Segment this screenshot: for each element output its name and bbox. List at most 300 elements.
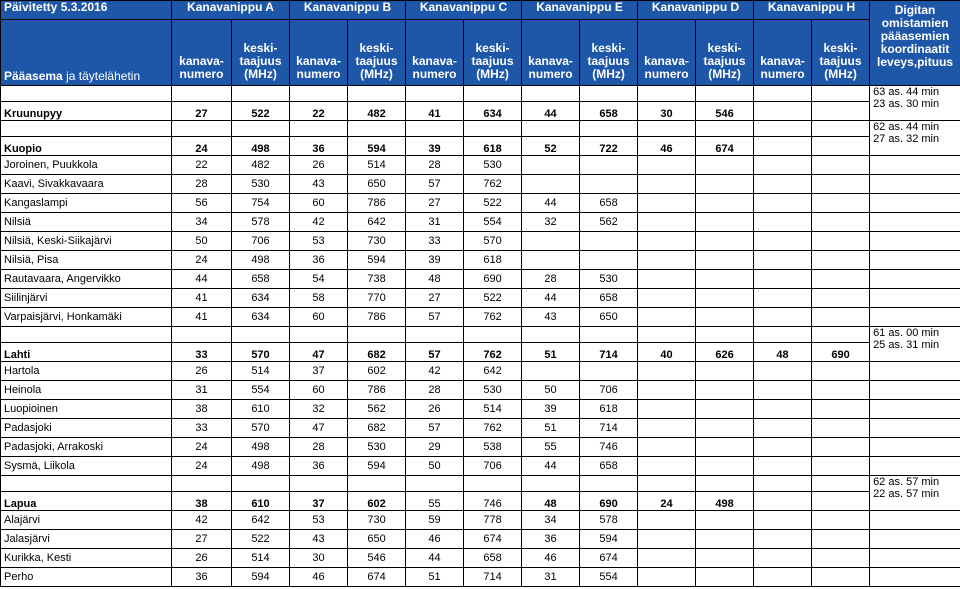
frequency-cell: 514 [348,156,406,175]
frequency-cell: 722 [580,137,638,156]
filler-station-name: Jalasjärvi [1,530,172,549]
frequency-cell [580,232,638,251]
frequency-cell: 618 [580,400,638,419]
station-coordinates: 63 as. 44 min 23 as. 30 min [870,86,960,121]
frequency-cell [812,492,870,511]
filler-station-name: Joroinen, Puukkola [1,156,172,175]
station-coordinates: 62 as. 57 min 22 as. 57 min [870,476,960,511]
channel-number-cell: 24 [172,251,232,270]
channel-number-cell [754,175,812,194]
channel-number-cell: 41 [406,102,464,121]
center-frequency-header: keski- taajuus (MHz) [812,20,870,86]
frequency-cell [812,362,870,381]
channel-number-cell: 24 [172,438,232,457]
channel-number-cell: 31 [406,213,464,232]
channel-number-cell: 44 [406,549,464,568]
channel-number-cell: 30 [638,102,696,121]
filler-station-row [1,270,960,289]
center-frequency-header: keski- taajuus (MHz) [696,20,754,86]
channel-number-cell: 56 [172,194,232,213]
channel-number-cell: 33 [172,343,232,362]
frequency-cell: 730 [348,511,406,530]
filler-station-name: Sysmä, Liikola [1,457,172,476]
channel-number-cell: 27 [172,102,232,121]
frequency-cell: 498 [696,492,754,511]
filler-station-name: Nilsiä, Keski-Siikajärvi [1,232,172,251]
channel-number-cell: 59 [406,511,464,530]
main-station-row [1,492,960,511]
channel-number-header: kanava- numero [638,20,696,86]
frequency-cell [696,511,754,530]
frequency-cell: 522 [232,530,290,549]
frequency-cell [696,289,754,308]
channel-number-cell: 27 [172,530,232,549]
channel-number-cell: 34 [522,511,580,530]
multiplex-h-header: Kanavanippu H [754,1,870,20]
frequency-cell: 762 [464,419,522,438]
channel-number-cell: 24 [172,457,232,476]
frequency-cell: 578 [232,213,290,232]
frequency-cell: 642 [348,213,406,232]
channel-number-cell [522,251,580,270]
spacer-row [1,86,960,102]
channel-number-cell: 22 [172,156,232,175]
channel-number-cell [754,530,812,549]
frequency-cell [696,194,754,213]
channel-number-cell: 28 [406,381,464,400]
filler-station-row [1,549,960,568]
channel-number-cell [638,419,696,438]
channel-number-cell: 36 [290,457,348,476]
channel-number-cell: 46 [522,549,580,568]
channel-number-cell: 28 [290,438,348,457]
channel-number-cell [638,511,696,530]
filler-station-name: Siilinjärvi [1,289,172,308]
channel-number-cell [522,232,580,251]
frequency-cell [696,213,754,232]
channel-number-cell [638,232,696,251]
frequency-cell: 546 [696,102,754,121]
frequency-cell: 770 [348,289,406,308]
frequency-cell: 658 [580,457,638,476]
main-station-row [1,102,960,121]
main-station-row [1,343,960,362]
frequency-cell: 634 [232,289,290,308]
frequency-cell: 786 [348,308,406,327]
channel-number-cell [638,568,696,587]
frequency-cell: 658 [580,194,638,213]
frequency-cell: 522 [464,194,522,213]
frequency-cell: 578 [580,511,638,530]
frequency-cell: 658 [580,289,638,308]
filler-station-row [1,381,960,400]
main-station-header: Pääasema ja täytelähetin [1,20,172,86]
frequency-cell: 754 [232,194,290,213]
channel-number-cell: 60 [290,194,348,213]
frequency-cell: 786 [348,381,406,400]
frequency-cell [696,175,754,194]
channel-number-cell: 36 [290,251,348,270]
filler-station-row [1,530,960,549]
channel-number-cell: 47 [290,343,348,362]
channel-number-cell [638,194,696,213]
channel-number-cell: 26 [406,400,464,419]
channel-number-cell [638,308,696,327]
frequency-cell: 690 [464,270,522,289]
filler-station-row [1,568,960,587]
updated-label: Päivitetty 5.3.2016 [1,1,172,20]
frequency-cell: 706 [232,232,290,251]
frequency-cell [696,308,754,327]
frequency-cell: 674 [580,549,638,568]
frequency-cell [812,511,870,530]
channel-number-cell [754,438,812,457]
frequency-cell: 498 [232,438,290,457]
frequency-cell [696,438,754,457]
frequency-cell [696,457,754,476]
filler-station-name: Kangaslampi [1,194,172,213]
frequency-cell: 514 [232,549,290,568]
frequency-cell [812,530,870,549]
channel-number-cell: 44 [522,194,580,213]
filler-station-name: Padasjoki, Arrakoski [1,438,172,457]
frequency-cell [812,419,870,438]
filler-station-row [1,438,960,457]
frequency-cell: 530 [580,270,638,289]
frequency-cell: 706 [464,457,522,476]
channel-number-cell: 48 [406,270,464,289]
filler-station-row [1,175,960,194]
frequency-cell: 762 [464,343,522,362]
channel-number-cell [638,400,696,419]
channel-number-cell [754,492,812,511]
filler-station-name: Nilsiä, Pisa [1,251,172,270]
frequency-cell [696,381,754,400]
multiplex-b-header: Kanavanippu B [290,1,406,20]
frequency-cell: 762 [464,308,522,327]
channel-number-cell: 27 [406,194,464,213]
filler-station-name: Nilsiä [1,213,172,232]
frequency-cell: 674 [348,568,406,587]
channel-number-cell [638,270,696,289]
frequency-cell [696,568,754,587]
frequency-cell [696,232,754,251]
channel-number-cell: 39 [406,251,464,270]
channel-number-cell: 43 [290,175,348,194]
channel-number-cell [754,457,812,476]
channel-number-cell: 33 [172,419,232,438]
channel-number-cell: 50 [406,457,464,476]
frequency-cell [696,156,754,175]
table-header [1,1,960,86]
channel-number-cell: 55 [406,492,464,511]
frequency-cell: 562 [580,213,638,232]
filler-station-row [1,232,960,251]
frequency-cell: 530 [348,438,406,457]
channel-number-cell: 32 [522,213,580,232]
frequency-cell: 650 [580,308,638,327]
channel-number-cell: 44 [522,289,580,308]
frequency-cell [812,400,870,419]
filler-station-name: Varpaisjärvi, Honkamäki [1,308,172,327]
frequency-cell [812,156,870,175]
frequency-cell: 658 [464,549,522,568]
channel-number-cell [754,549,812,568]
channel-number-cell: 31 [522,568,580,587]
frequency-cell: 530 [464,381,522,400]
channel-number-header: kanava- numero [290,20,348,86]
frequency-cell: 650 [348,175,406,194]
main-station-name: Kruunupyy [1,102,172,121]
frequency-cell [812,213,870,232]
channel-number-cell: 48 [522,492,580,511]
frequency-cell: 642 [232,511,290,530]
channel-number-cell [638,549,696,568]
frequency-cell: 714 [464,568,522,587]
channel-number-cell [754,102,812,121]
frequency-cell [696,270,754,289]
frequency-cell: 498 [232,137,290,156]
frequency-cell: 650 [348,530,406,549]
channel-number-cell: 51 [406,568,464,587]
center-frequency-header: keski- taajuus (MHz) [348,20,406,86]
channel-number-cell [638,457,696,476]
filler-station-row [1,251,960,270]
filler-station-row [1,362,960,381]
frequency-cell: 786 [348,194,406,213]
frequency-cell [580,251,638,270]
channel-number-cell: 38 [172,400,232,419]
multiplex-e-header: Kanavanippu E [522,1,638,20]
channel-number-cell [754,137,812,156]
frequency-cell: 562 [348,400,406,419]
channel-number-header: kanava- numero [522,20,580,86]
frequency-cell: 618 [464,137,522,156]
channel-number-cell: 50 [522,381,580,400]
channel-number-cell: 57 [406,175,464,194]
channel-number-cell: 43 [522,308,580,327]
channel-number-cell: 51 [522,419,580,438]
filler-station-row [1,400,960,419]
coords-header: Digitan omistamien pääasemien koordinaatit leveys,pituus [870,1,960,86]
channel-number-cell: 58 [290,289,348,308]
channel-number-cell: 47 [290,419,348,438]
filler-station-row [1,156,960,175]
channel-number-cell: 22 [290,102,348,121]
frequency-cell [696,400,754,419]
frequency-cell: 738 [348,270,406,289]
channel-number-cell [754,568,812,587]
frequency-cell: 682 [348,419,406,438]
channel-number-header: kanava- numero [754,20,812,86]
channel-number-cell [522,156,580,175]
frequency-cell [696,251,754,270]
frequency-cell [812,251,870,270]
spacer-row [1,121,960,137]
filler-station-name: Heinola [1,381,172,400]
channel-number-cell [522,175,580,194]
channel-number-cell: 24 [638,492,696,511]
channel-number-cell [754,381,812,400]
channel-number-cell [638,213,696,232]
frequency-cell [812,175,870,194]
channel-number-cell: 53 [290,232,348,251]
channel-number-cell: 42 [406,362,464,381]
frequency-cell: 522 [232,102,290,121]
channel-number-cell [754,511,812,530]
channel-number-cell: 42 [172,511,232,530]
frequency-cell: 482 [232,156,290,175]
channel-number-cell: 57 [406,419,464,438]
frequency-cell: 498 [232,457,290,476]
frequency-cell: 594 [348,137,406,156]
center-frequency-header: keski- taajuus (MHz) [580,20,638,86]
frequency-cell [580,175,638,194]
frequency-cell: 674 [464,530,522,549]
station-coordinates: 61 as. 00 min 25 as. 31 min [870,327,960,362]
frequency-cell: 546 [348,549,406,568]
frequency-cell [696,549,754,568]
frequency-cell: 594 [580,530,638,549]
channel-number-cell: 36 [522,530,580,549]
channel-number-cell: 60 [290,308,348,327]
channel-number-cell: 46 [406,530,464,549]
frequency-cell: 522 [464,289,522,308]
filler-station-name: Perho [1,568,172,587]
channel-number-cell [638,156,696,175]
frequency-cell: 658 [580,102,638,121]
channel-number-cell: 57 [406,308,464,327]
channel-number-cell: 53 [290,511,348,530]
filler-station-name: Luopioinen [1,400,172,419]
channel-number-cell [754,194,812,213]
filler-station-row [1,308,960,327]
channel-number-cell [638,289,696,308]
channel-number-cell: 28 [172,175,232,194]
frequency-cell [812,568,870,587]
channel-number-cell [754,289,812,308]
frequency-cell: 690 [580,492,638,511]
frequency-cell: 482 [348,102,406,121]
frequency-cell [812,381,870,400]
channel-number-cell [638,438,696,457]
channel-number-cell [754,400,812,419]
multiplex-d-header: Kanavanippu D [638,1,754,20]
frequency-cell: 658 [232,270,290,289]
frequency-cell [696,419,754,438]
channel-number-cell: 44 [522,102,580,121]
filler-station-name: Kaavi, Sivakkavaara [1,175,172,194]
frequency-cell: 554 [580,568,638,587]
channel-number-cell [754,270,812,289]
channel-number-cell [754,419,812,438]
channel-number-cell: 31 [172,381,232,400]
channel-number-cell: 36 [172,568,232,587]
frequency-cell: 570 [232,419,290,438]
channel-number-cell: 43 [290,530,348,549]
frequency-cell: 626 [696,343,754,362]
channel-number-cell: 37 [290,492,348,511]
channel-number-cell [754,251,812,270]
frequency-cell: 778 [464,511,522,530]
frequency-cell: 690 [812,343,870,362]
multiplex-c-header: Kanavanippu C [406,1,522,20]
frequency-cell: 554 [232,381,290,400]
frequency-cell [812,549,870,568]
channel-number-cell: 48 [754,343,812,362]
frequency-cell: 594 [348,457,406,476]
frequency-cell: 642 [464,362,522,381]
channel-number-cell: 36 [290,137,348,156]
channel-number-cell [638,362,696,381]
frequency-cell: 706 [580,381,638,400]
channel-number-cell [638,381,696,400]
frequency-cell: 762 [464,175,522,194]
multiplex-a-header: Kanavanippu A [172,1,290,20]
filler-station-row [1,213,960,232]
channel-number-cell: 50 [172,232,232,251]
channel-number-cell: 34 [172,213,232,232]
channel-number-cell: 60 [290,381,348,400]
channel-number-cell: 29 [406,438,464,457]
frequency-cell [580,362,638,381]
channel-number-cell: 54 [290,270,348,289]
frequency-cell: 730 [348,232,406,251]
channel-number-cell: 38 [172,492,232,511]
channel-number-cell [754,362,812,381]
channel-number-cell: 39 [406,137,464,156]
channel-number-cell: 39 [522,400,580,419]
subheader-row [1,20,960,86]
frequency-cell: 714 [580,419,638,438]
channel-number-cell: 27 [406,289,464,308]
frequency-cell: 634 [232,308,290,327]
channel-number-cell [754,232,812,251]
channel-number-cell: 28 [522,270,580,289]
frequency-cell [812,308,870,327]
frequency-cell: 714 [580,343,638,362]
channel-number-cell: 44 [172,270,232,289]
frequency-cell: 570 [464,232,522,251]
frequency-cell [812,270,870,289]
main-station-name: Lapua [1,492,172,511]
channel-number-cell: 28 [406,156,464,175]
channel-number-cell: 52 [522,137,580,156]
frequency-cell: 746 [464,492,522,511]
channel-number-cell: 37 [290,362,348,381]
channel-number-header: kanava- numero [172,20,232,86]
frequency-cell: 610 [232,400,290,419]
filler-station-name: Alajärvi [1,511,172,530]
frequency-cell: 594 [348,251,406,270]
main-station-name: Lahti [1,343,172,362]
channel-number-cell [638,175,696,194]
frequency-cell: 554 [464,213,522,232]
frequency-cell: 682 [348,343,406,362]
filler-station-name: Hartola [1,362,172,381]
frequency-cell [812,137,870,156]
frequency-cell: 538 [464,438,522,457]
frequency-cell: 514 [464,400,522,419]
channel-number-cell [754,308,812,327]
channel-number-cell: 26 [290,156,348,175]
channel-number-cell: 41 [172,308,232,327]
channel-number-cell [754,213,812,232]
channel-number-cell [638,530,696,549]
frequency-cell [812,194,870,213]
channel-number-cell: 26 [172,362,232,381]
frequency-cell [696,362,754,381]
